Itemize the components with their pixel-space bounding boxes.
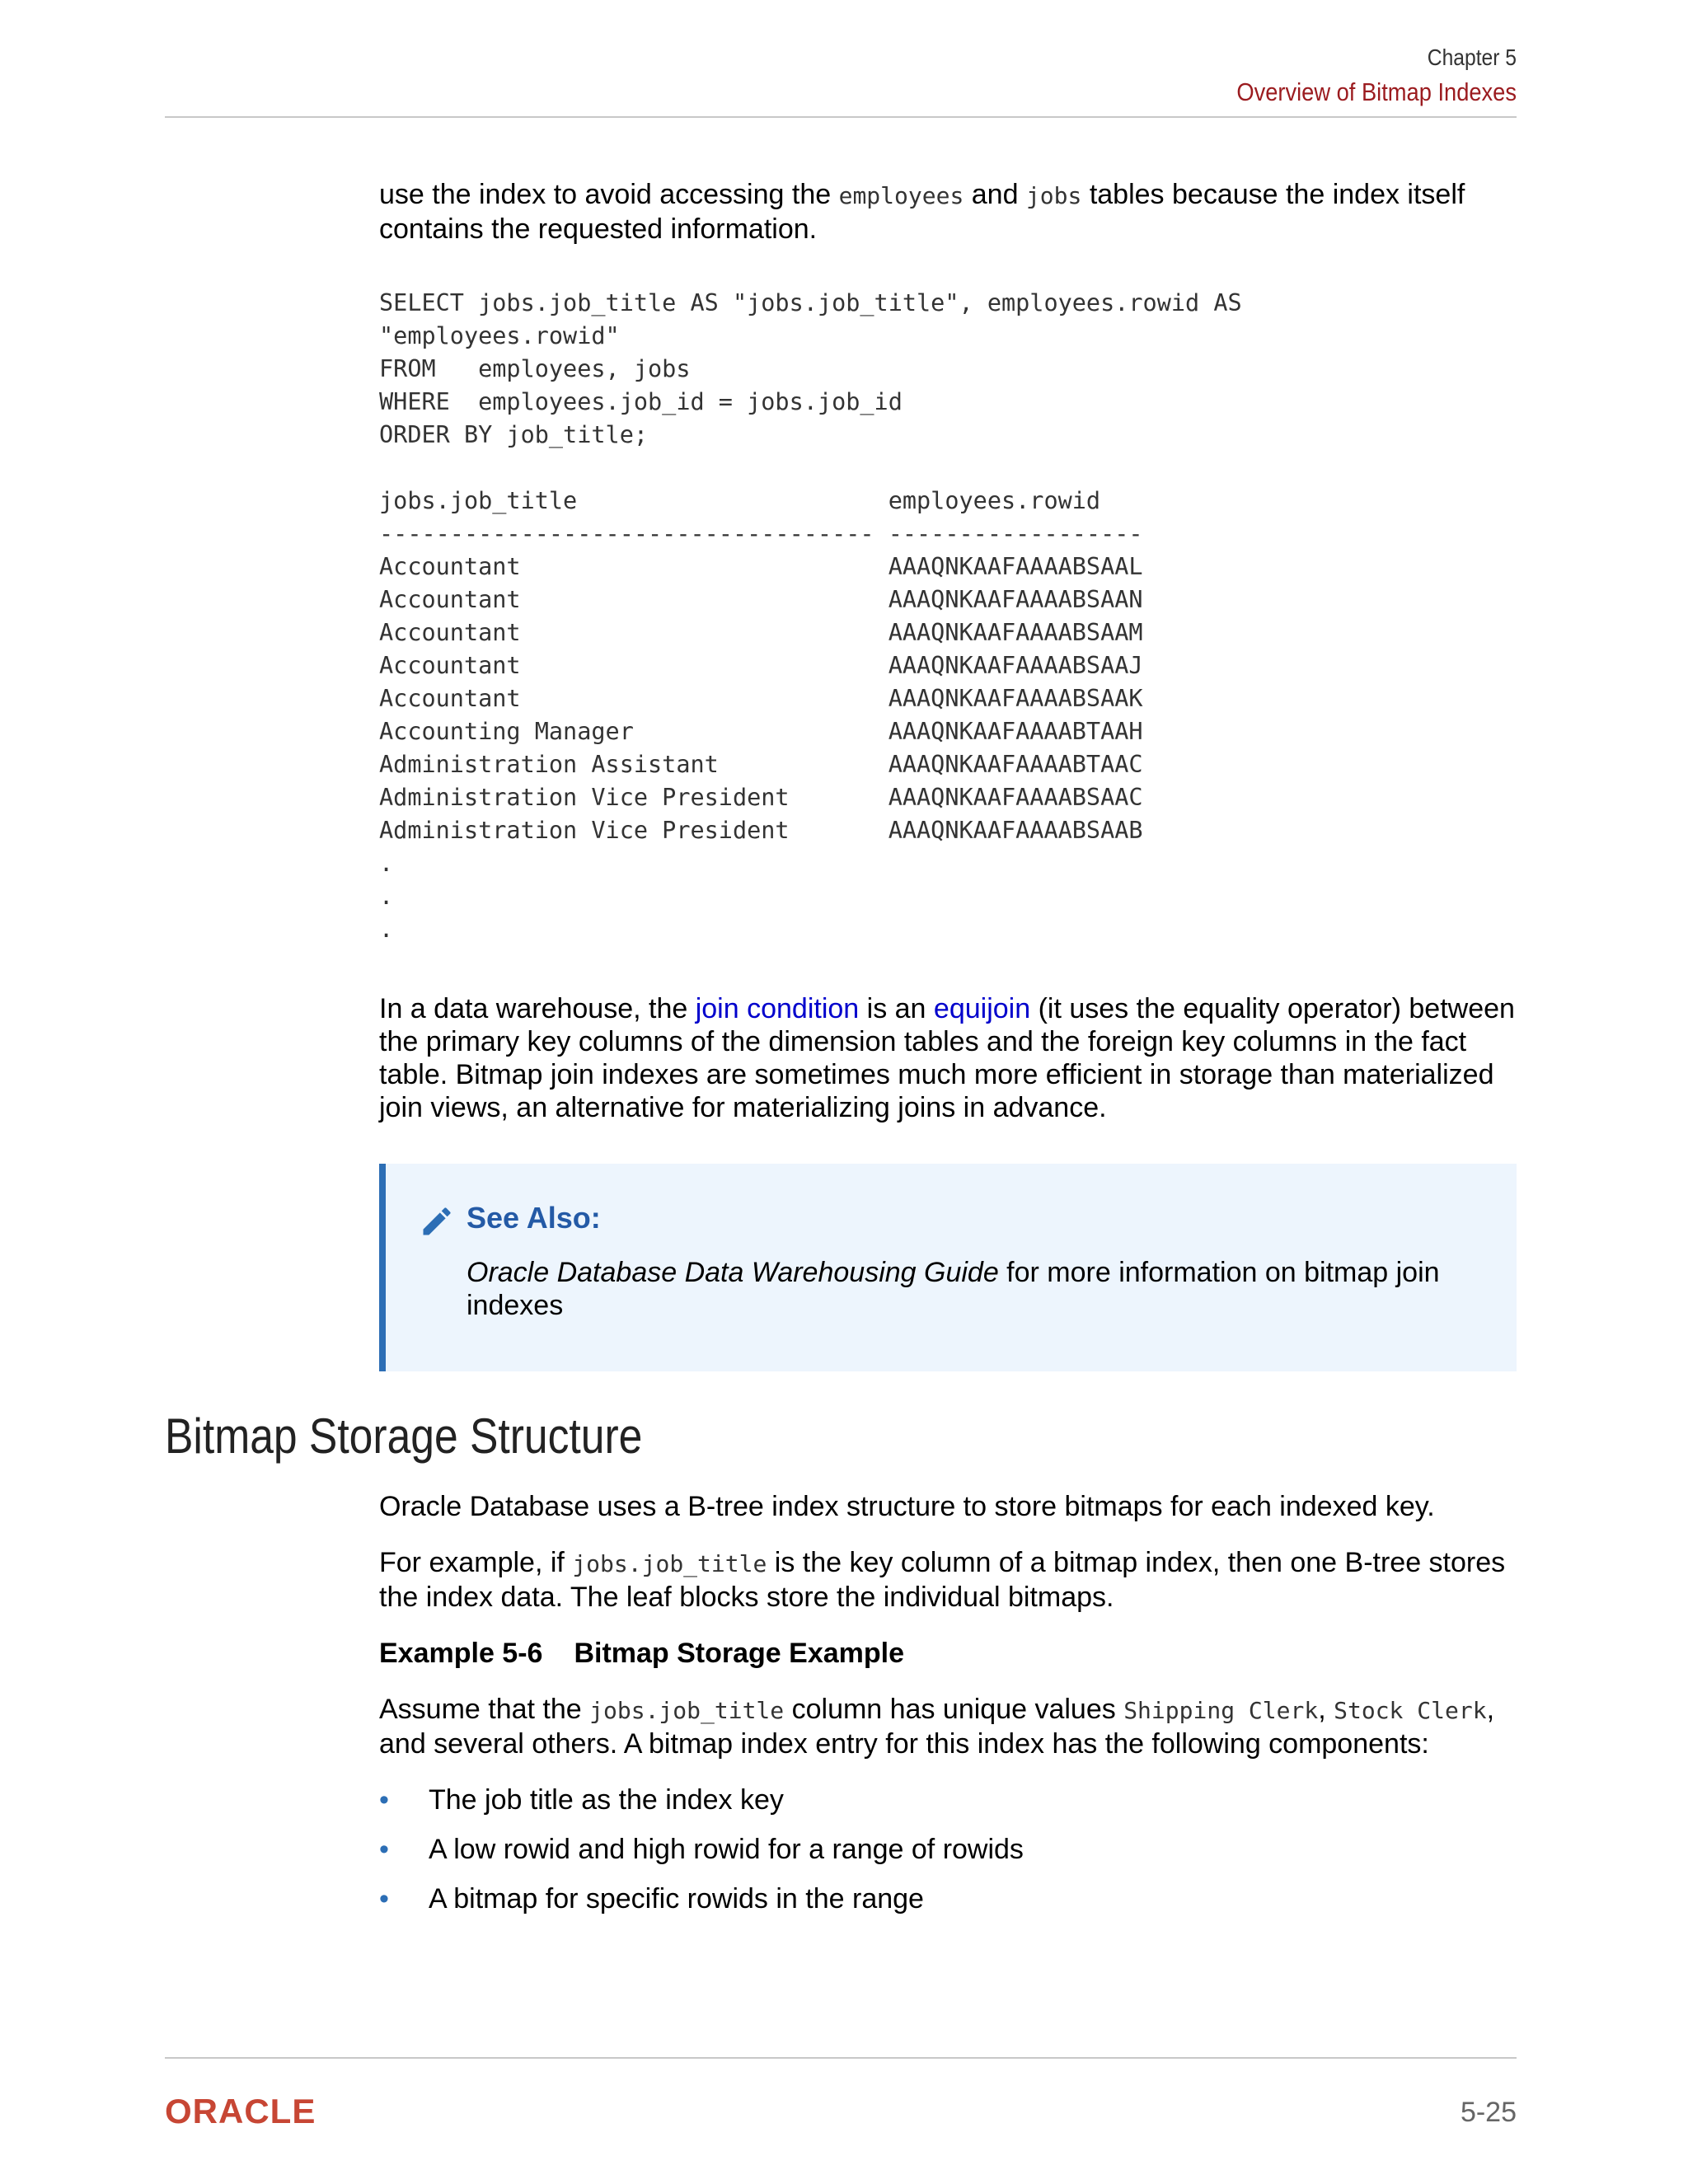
- see-also-text: for more information on bitmap join indexes: [467, 1257, 1440, 1321]
- chapter-label: Chapter 5: [1427, 45, 1517, 70]
- para3-text-2: column has unique values: [784, 1694, 1124, 1725]
- pencil-icon: [419, 1203, 455, 1240]
- sql-code-block: SELECT jobs.job_title AS "jobs.job_title", employees.rowid AS "employees.rowid" FROM employees, jobs WHERE employees.job_id = jobs.job_id ORDER BY job_title; jobs.job_title employees.rowid ----------------------------------- ------------------ Accountant AAAQNKAAFAAAABSAAL Accountant AAAQNKAAFAAAABSAAN Accountant AAAQNKAAFAAAABSAAM Accountant AAAQNKAAFAAAABSAAJ Accountant AAAQNKAAFAAAABSAAK Accounting Manager AAAQNKAAFAAAABTAAH Administration Assistant AAAQNKAAFAAAABTAAC Administration Vice President AAAQNKAAFAAAABSAAC Administration Vice President AAAQNKAAFAAAABSAAB . . .: [379, 289, 1242, 943]
- section-body: [379, 1490, 1517, 1915]
- list-item-text: The job title as the index key: [429, 1784, 784, 1816]
- section-heading: Bitmap Storage Structure: [165, 1408, 643, 1464]
- para3-text-3: ,: [1318, 1694, 1334, 1725]
- para2-text-1: For example, if: [379, 1547, 573, 1578]
- warehouse-text-3: (it uses the equality operator) between the primary key columns of the dimension tables and the foreign key columns in the fact table. Bitmap join indexes are sometimes much more efficient in storage than materialized join views, an alternative for materializing joins in advance.: [379, 993, 1515, 1123]
- section-label: Overview of Bitmap Indexes: [1236, 77, 1517, 106]
- intro-paragraph: [379, 178, 1517, 246]
- see-also-body: [467, 1256, 1456, 1322]
- header-divider: [165, 116, 1517, 118]
- bullet-icon: •: [379, 1834, 389, 1865]
- code-example: [379, 287, 1517, 946]
- warehouse-paragraph-block: [379, 992, 1517, 1124]
- book-title: Oracle Database Data Warehousing Guide: [467, 1257, 999, 1288]
- storage-paragraph-2: [379, 1546, 1517, 1614]
- join-condition-link[interactable]: join condition: [695, 993, 860, 1024]
- page-number: 5-25: [1460, 2097, 1517, 2128]
- bullet-icon: •: [379, 1883, 389, 1915]
- storage-paragraph-1: Oracle Database uses a B-tree index structure to store bitmaps for each indexed key.: [379, 1491, 1435, 1522]
- see-also-note: [379, 1164, 1517, 1371]
- para3-text-1: Assume that the: [379, 1694, 590, 1725]
- list-item-text: A bitmap for specific rowids in the range: [429, 1883, 924, 1915]
- warehouse-text-2: is an: [859, 993, 934, 1024]
- components-list: [379, 1783, 1517, 1915]
- list-item: [379, 1783, 1517, 1816]
- warehouse-text-1: In a data warehouse, the: [379, 993, 696, 1024]
- para3-text-4: , and several others. A bitmap index entry for this index has the following components:: [379, 1694, 1495, 1760]
- intro-paragraph-block: [379, 178, 1517, 246]
- example-title: [379, 1637, 1517, 1670]
- intro-text-1: use the index to avoid accessing the: [379, 179, 839, 210]
- example-name: Bitmap Storage Example: [574, 1638, 905, 1669]
- page-header: [165, 41, 1517, 110]
- code-job-title-2: jobs.job_title: [589, 1697, 785, 1724]
- storage-paragraph-3: [379, 1693, 1517, 1760]
- list-item: [379, 1882, 1517, 1915]
- code-jobs: jobs: [1025, 182, 1082, 209]
- warehouse-paragraph: [379, 992, 1517, 1124]
- equijoin-link[interactable]: equijoin: [933, 993, 1031, 1024]
- intro-text-2: and: [964, 179, 1026, 210]
- bullet-icon: •: [379, 1784, 389, 1816]
- code-job-title: jobs.job_title: [572, 1550, 767, 1577]
- oracle-logo: ORACLE: [165, 2092, 316, 2130]
- para2-text-2: is the key column of a bitmap index, then one B-tree stores the index data. The leaf blocks store the individual bitmaps.: [379, 1547, 1506, 1613]
- list-item: [379, 1833, 1517, 1866]
- code-employees: employees: [838, 182, 964, 209]
- footer-divider: [165, 2057, 1517, 2059]
- see-also-title: See Also:: [467, 1201, 601, 1235]
- intro-text-3: tables because the index itself contains the requested information.: [379, 179, 1465, 245]
- code-shipping-clerk: Shipping Clerk: [1123, 1697, 1319, 1724]
- example-number: Example 5-6: [379, 1638, 543, 1669]
- code-stock-clerk: Stock Clerk: [1334, 1697, 1487, 1724]
- list-item-text: A low rowid and high rowid for a range of rowids: [429, 1834, 1024, 1865]
